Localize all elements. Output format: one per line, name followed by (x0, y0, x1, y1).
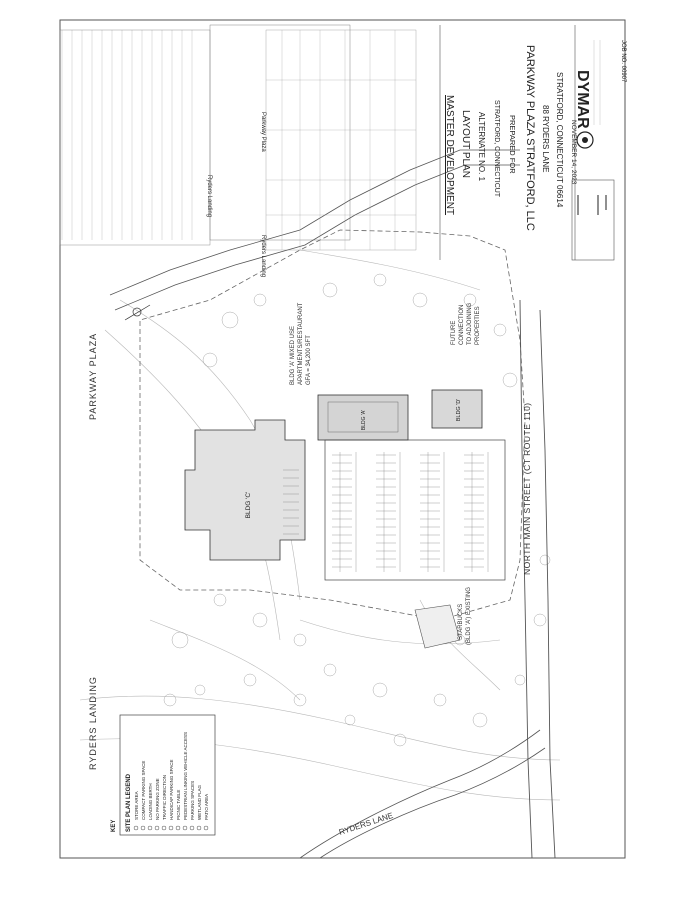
legend-item-label: NO PARKING ZONE (155, 778, 160, 820)
north-main-street-road (520, 300, 555, 858)
ryders-landing-label: RYDERS LANDING (88, 676, 98, 770)
title-block (444, 45, 577, 231)
legend-item-label: TRAFFIC DIRECTION (162, 775, 167, 820)
future-connection-note (451, 302, 481, 345)
title-prepared-for: PREPARED FOR (508, 115, 517, 174)
legend-item-label: LOADING BERTH (148, 783, 153, 820)
svg-text:APARTMENTS/RESTAURANT: APARTMENTS/RESTAURANT (298, 302, 304, 385)
bldg-a-label: BLDG 'A' (361, 409, 367, 431)
starbucks-building (415, 587, 472, 648)
legend-item-label: STORE AREA (134, 791, 139, 820)
legend-item-label: PATIO AREA (204, 793, 209, 820)
bldg-d-label: BLDG 'D' (456, 398, 462, 422)
ryders-lane-road (300, 730, 545, 858)
svg-text:STARBUCKS: STARBUCKS (458, 603, 464, 640)
north-main-street-label: NORTH MAIN STREET (CT ROUTE 110) (522, 402, 532, 575)
title-date: NOVEMBER 14, 2023 (570, 120, 577, 185)
title-client: PARKWAY PLAZA STRATFORD, LLC (524, 45, 536, 231)
svg-text:Ryders Landing: Ryders Landing (206, 175, 212, 218)
legend-key: KEY (111, 819, 117, 832)
svg-text:CONNECTION: CONNECTION (459, 304, 465, 345)
parkway-plaza-road (110, 150, 520, 310)
building-d (432, 390, 482, 428)
building-a (318, 395, 408, 440)
legend-item-label: COMPACT PARKING SPACE (141, 760, 146, 820)
svg-text:BLDG 'A' MIXED USE: BLDG 'A' MIXED USE (290, 326, 296, 385)
site-plan-legend (111, 715, 215, 835)
parkway-table-title: Parkway Plaza (260, 112, 266, 152)
bldg-c-label: BLDG 'C' (245, 491, 252, 519)
title-alternate: ALTERNATE NO. 1 (477, 112, 486, 182)
parking-stalls (283, 452, 488, 572)
revision-bars (578, 195, 606, 215)
svg-text:PROPERTIES: PROPERTIES (475, 306, 481, 345)
ryders-table-rows (62, 30, 192, 240)
building-c (185, 420, 305, 560)
mixed-use-note (290, 302, 312, 385)
ryders-grid-frame (60, 30, 210, 245)
north-arrow (125, 305, 150, 320)
ryders-table-title: Ryders Landing (260, 235, 266, 278)
svg-text:GFA = 34,200 SFT: GFA = 34,200 SFT (306, 335, 312, 385)
legend-title: SITE PLAN LEGEND (126, 773, 132, 832)
legend-item-label: WETLAND FLAG (197, 784, 202, 820)
svg-text:(BLDG 'A') EXISTING: (BLDG 'A') EXISTING (466, 587, 472, 645)
svg-text:TO ADJOINING: TO ADJOINING (467, 302, 473, 345)
parkway-plaza-label: PARKWAY PLAZA (88, 332, 98, 420)
parkway-table-grid (266, 30, 416, 250)
ryders-landing-table (206, 25, 350, 240)
svg-text:FUTURE: FUTURE (451, 320, 457, 345)
legend-item-label: PEDESTRIAN LINKING VEHICLE ACCESS (183, 731, 188, 820)
title-location: STRATFORD, CONNECTICUT (493, 100, 500, 198)
legend-item-label: PICNIC TABLE (176, 789, 181, 820)
job-number: JOB NO. 00907 (620, 40, 626, 83)
ryders-lane-label: RYDERS LANE (337, 810, 395, 837)
title-address1: 88 RYDERS LANE (541, 105, 550, 173)
legend-item-label: PARKING SPACES (190, 780, 195, 820)
title-line2: LAYOUT PLAN (460, 110, 471, 178)
legend-item-label: HANDICAP PARKING SPACE (169, 759, 174, 820)
firm-name: DYMAR (574, 70, 591, 129)
title-line1: MASTER DEVELOPMENT (444, 95, 455, 216)
title-address2: STRATFORD, CONNECTICUT 06614 (555, 72, 564, 208)
